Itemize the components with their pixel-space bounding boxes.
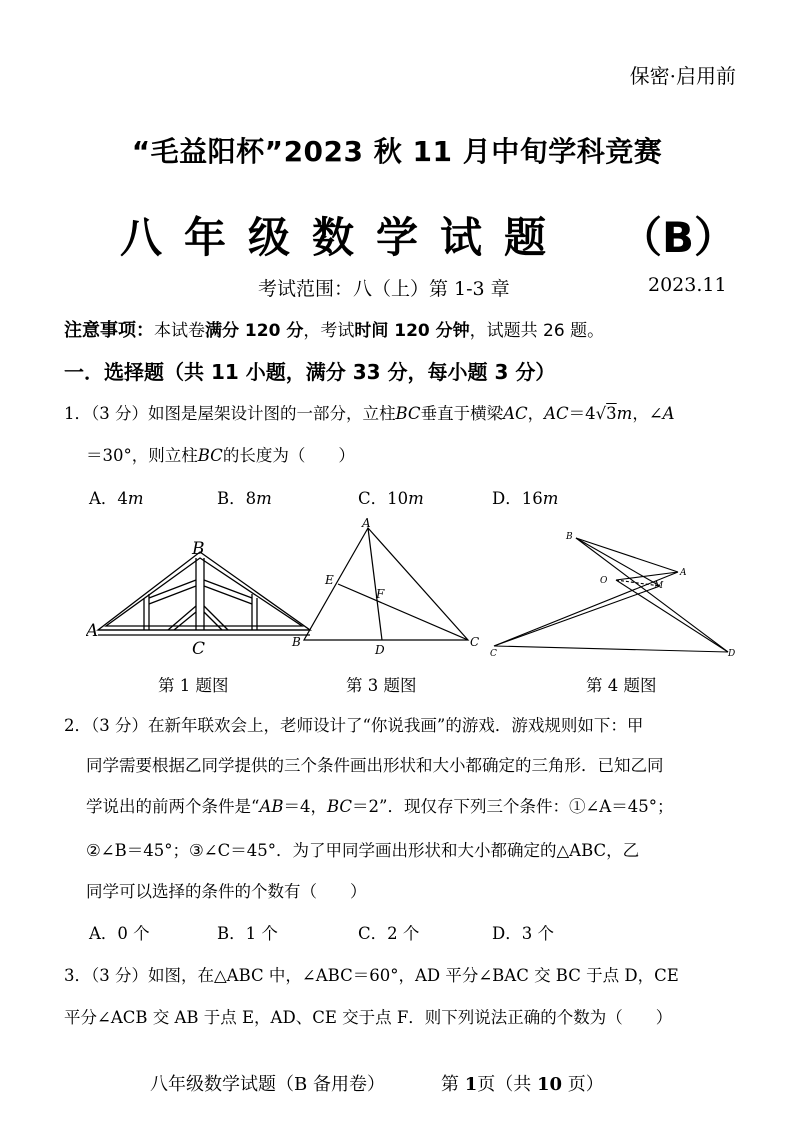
q1-option-b-unit: m: [256, 489, 272, 508]
q1-bc2: BC: [197, 446, 223, 465]
fig4-label-d: D: [728, 649, 736, 658]
figure-4-diagram: [490, 528, 740, 658]
q1-line1: [64, 400, 675, 424]
fig3-label-e: E: [325, 573, 334, 587]
q1-m: m: [616, 404, 633, 423]
q1-text-b: 垂直于横梁: [420, 404, 504, 423]
q1-option-d-label: D．16: [492, 489, 543, 508]
q1-text-a: 1．（3 分）如图是屋架设计图的一部分，立柱: [64, 404, 396, 423]
q2-condition-1-text: ∠A＝45°；: [585, 797, 674, 816]
figure-1-roof-truss: [86, 538, 316, 658]
fig3-label-c: C: [470, 635, 480, 649]
fig3-label-a: A: [362, 518, 371, 530]
q2-text-c: ＝2”．现仅存下列三个条件：: [352, 797, 569, 816]
q1-text-c: ＝30°，则立柱: [86, 446, 198, 465]
q2-condition-1: ①: [568, 797, 586, 816]
q3-line2: 平分∠ACB 交 AB 于点 E，AD、CE 交于点 F．则下列说法正确的个数为（ ）: [64, 1008, 673, 1027]
q1-text-d: 的长度为（ ）: [222, 446, 355, 465]
q1-option-b-label: B．8: [217, 489, 257, 508]
q1-option-c[interactable]: [358, 485, 424, 509]
q2-bc: BC: [326, 797, 353, 816]
q1-sep: ，: [527, 404, 545, 423]
q2-line4: [86, 837, 639, 861]
q2-condition-2: ②: [86, 841, 101, 860]
q1-option-a-label: A．4: [89, 489, 128, 508]
exam-scope: 考试范围：八（上）第 1-3 章: [258, 278, 510, 300]
figure-4-caption: 第 4 题图: [586, 676, 657, 695]
q2-line2: 同学需要根据乙同学提供的三个条件画出形状和大小都确定的三角形．已知乙同: [86, 756, 664, 775]
q1-option-c-label: C．10: [358, 489, 409, 508]
q2-option-a[interactable]: A．0 个: [89, 924, 150, 943]
q2-option-b[interactable]: B．1 个: [217, 924, 278, 943]
q2-option-c[interactable]: C．2 个: [358, 924, 420, 943]
notice-text-2: ，考试: [303, 321, 355, 341]
contest-title: “毛益阳杯”2023 秋 11 月中旬学科竞赛: [131, 135, 663, 168]
fig3-label-f: F: [376, 587, 385, 601]
figure-3-caption: 第 3 题图: [346, 676, 417, 695]
section-heading: 一．选择题（共 11 小题，满分 33 分，每小题 3 分）: [64, 360, 556, 384]
footer-title: 八年级数学试题（B 备用卷）: [150, 1074, 385, 1095]
fig4-label-c: C: [490, 649, 497, 658]
q2-text-b: ＝4，: [283, 797, 327, 816]
notice: [64, 316, 604, 342]
fig3-label-d: D: [375, 643, 385, 657]
footer-page-b: 页（共: [477, 1074, 537, 1095]
fig1-label-c: C: [192, 639, 206, 658]
footer-page-a: 第: [440, 1074, 465, 1095]
q1-eq: ＝4: [568, 404, 596, 423]
figure-1-caption: 第 1 题图: [158, 676, 229, 695]
q1-line2: [86, 442, 355, 466]
exam-title: 八年级数学试题: [120, 213, 569, 262]
q1-a: A: [662, 404, 675, 423]
sqrt-icon: √: [595, 404, 607, 423]
page-footer: [150, 1070, 604, 1096]
q1-option-d[interactable]: [492, 485, 558, 509]
q2-line3: [86, 793, 673, 817]
notice-text-1: 本试卷: [154, 321, 205, 341]
q2-line1: 2．（3 分）在新年联欢会上，老师设计了“你说我画”的游戏．游戏规则如下：甲: [64, 716, 644, 735]
footer-page-total: 10: [536, 1074, 563, 1095]
q3-line1: 3．（3 分）如图，在△ABC 中，∠ABC＝60°，AD 平分∠BAC 交 BC 于点 D，CE: [64, 966, 679, 985]
exam-variant: （B）: [620, 213, 737, 262]
fig1-label-b: B: [192, 539, 205, 559]
notice-text-3: ，试题共 26 题。: [469, 321, 605, 341]
fig4-label-b: B: [566, 532, 573, 542]
q1-bc: BC: [395, 404, 421, 423]
q2-ab: AB: [259, 797, 284, 816]
q2-condition-2-text: ∠B＝45°；: [100, 841, 189, 860]
fig1-label-a: A: [86, 621, 99, 641]
q2-condition-3: ③: [189, 841, 204, 860]
figure-3-triangle: [288, 518, 488, 658]
q2-option-d[interactable]: D．3 个: [492, 924, 554, 943]
confidential-mark: 保密·启用前: [629, 64, 736, 88]
q1-sqrt-value: 3: [606, 404, 617, 423]
q1-option-a[interactable]: [89, 485, 144, 509]
footer-page-number: 1: [464, 1074, 478, 1095]
q2-condition-3-text: ∠C＝45°．为了甲同学画出形状和大小都确定的△ABC，乙: [203, 841, 640, 860]
notice-duration: 时间 120 分钟: [354, 321, 470, 341]
q1-option-b[interactable]: [217, 485, 272, 509]
fig3-label-b: B: [292, 635, 301, 649]
q1-angle: ，∠: [632, 404, 663, 423]
notice-label: 注意事项：: [64, 320, 154, 341]
footer-page-c: 页）: [562, 1074, 604, 1095]
notice-full-score: 满分 120 分: [205, 321, 304, 341]
fig4-label-o: O: [600, 576, 608, 586]
q1-ac2: AC: [544, 404, 569, 423]
q1-ac: AC: [503, 404, 528, 423]
fig4-label-a: A: [680, 568, 687, 578]
q1-option-d-unit: m: [542, 489, 559, 508]
q1-option-c-unit: m: [408, 489, 424, 508]
q2-text-a: 学说出的前两个条件是“: [86, 797, 260, 816]
q1-option-a-unit: m: [127, 489, 144, 508]
exam-date: 2023.11: [648, 274, 727, 296]
q2-line5: 同学可以选择的条件的个数有（ ）: [86, 882, 367, 901]
fig4-label-m: M: [654, 581, 664, 591]
